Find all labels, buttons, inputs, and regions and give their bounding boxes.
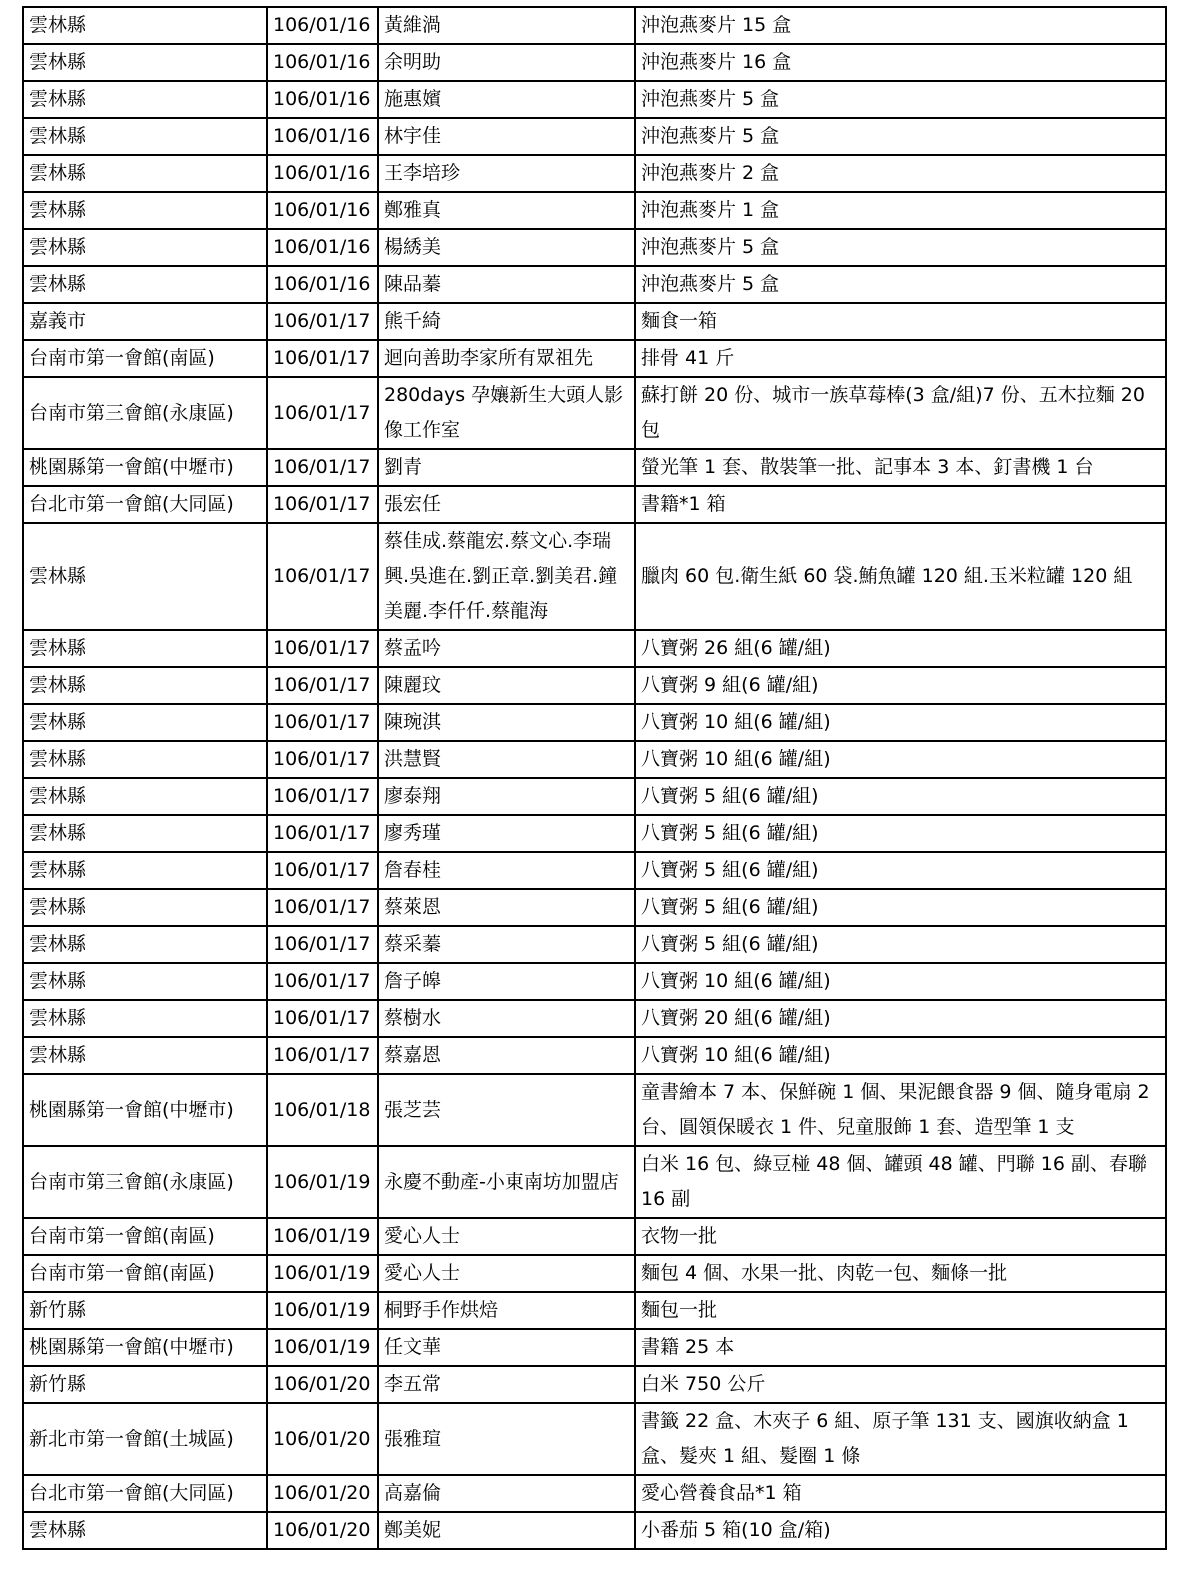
cell-donor: 陳琬淇 — [378, 704, 635, 741]
cell-items: 沖泡燕麥片 5 盒 — [635, 229, 1166, 266]
cell-donor: 詹子皞 — [378, 963, 635, 1000]
cell-unit: 雲林縣 — [23, 704, 267, 741]
cell-items: 書籍 25 本 — [635, 1329, 1166, 1366]
table-row — [23, 1218, 1166, 1255]
cell-unit: 雲林縣 — [23, 741, 267, 778]
cell-items: 童書繪本 7 本、保鮮碗 1 個、果泥餵食器 9 個、隨身電扇 2 台、圓領保暖衣 1 件、兒童服飾 1 套、造型筆 1 支 — [635, 1074, 1166, 1146]
cell-unit: 雲林縣 — [23, 1037, 267, 1074]
table-row — [23, 1403, 1166, 1475]
cell-date: 106/01/16 — [267, 229, 378, 266]
table-row — [23, 1292, 1166, 1329]
cell-items: 八寶粥 10 組(6 罐/組) — [635, 1037, 1166, 1074]
table-row — [23, 1329, 1166, 1366]
cell-date: 106/01/17 — [267, 704, 378, 741]
cell-donor: 詹春桂 — [378, 852, 635, 889]
cell-items: 八寶粥 10 組(6 罐/組) — [635, 741, 1166, 778]
cell-date: 106/01/19 — [267, 1255, 378, 1292]
cell-date: 106/01/19 — [267, 1146, 378, 1218]
cell-date: 106/01/16 — [267, 7, 378, 44]
cell-items: 螢光筆 1 套、散裝筆一批、記事本 3 本、釘書機 1 台 — [635, 449, 1166, 486]
cell-date: 106/01/16 — [267, 44, 378, 81]
table-row — [23, 118, 1166, 155]
cell-date: 106/01/17 — [267, 1000, 378, 1037]
cell-donor: 張宏任 — [378, 486, 635, 523]
cell-donor: 280days 孕孃新生大頭人影像工作室 — [378, 377, 635, 449]
cell-items: 八寶粥 20 組(6 罐/組) — [635, 1000, 1166, 1037]
cell-items: 沖泡燕麥片 5 盒 — [635, 81, 1166, 118]
cell-donor: 黃維渦 — [378, 7, 635, 44]
cell-items: 八寶粥 5 組(6 罐/組) — [635, 852, 1166, 889]
table-row — [23, 266, 1166, 303]
cell-items: 沖泡燕麥片 5 盒 — [635, 266, 1166, 303]
table-row — [23, 377, 1166, 449]
cell-unit: 雲林縣 — [23, 523, 267, 630]
cell-unit: 雲林縣 — [23, 1512, 267, 1549]
donation-table — [22, 6, 1167, 1550]
table-row — [23, 340, 1166, 377]
cell-items: 沖泡燕麥片 2 盒 — [635, 155, 1166, 192]
cell-donor: 高嘉倫 — [378, 1475, 635, 1512]
table-row — [23, 889, 1166, 926]
cell-items: 八寶粥 5 組(6 罐/組) — [635, 815, 1166, 852]
cell-donor: 陳品蓁 — [378, 266, 635, 303]
cell-date: 106/01/19 — [267, 1329, 378, 1366]
cell-unit: 雲林縣 — [23, 1000, 267, 1037]
table-row — [23, 1475, 1166, 1512]
cell-date: 106/01/17 — [267, 815, 378, 852]
cell-donor: 蔡嘉恩 — [378, 1037, 635, 1074]
cell-items: 沖泡燕麥片 16 盒 — [635, 44, 1166, 81]
cell-unit: 桃園縣第一會館(中壢市) — [23, 1074, 267, 1146]
cell-date: 106/01/20 — [267, 1366, 378, 1403]
cell-unit: 雲林縣 — [23, 889, 267, 926]
cell-items: 沖泡燕麥片 5 盒 — [635, 118, 1166, 155]
table-row — [23, 81, 1166, 118]
cell-donor: 蔡佳成.蔡龍宏.蔡文心.李瑞興.吳進在.劉正章.劉美君.鐘美麗.李仟仟.蔡龍海 — [378, 523, 635, 630]
cell-date: 106/01/20 — [267, 1512, 378, 1549]
cell-donor: 蔡樹水 — [378, 1000, 635, 1037]
cell-donor: 熊千綺 — [378, 303, 635, 340]
cell-donor: 劉青 — [378, 449, 635, 486]
cell-donor: 蔡采蓁 — [378, 926, 635, 963]
cell-items: 八寶粥 5 組(6 罐/組) — [635, 778, 1166, 815]
cell-donor: 任文華 — [378, 1329, 635, 1366]
cell-items: 八寶粥 26 組(6 罐/組) — [635, 630, 1166, 667]
cell-date: 106/01/17 — [267, 523, 378, 630]
table-row — [23, 486, 1166, 523]
cell-donor: 鄭美妮 — [378, 1512, 635, 1549]
cell-unit: 台南市第一會館(南區) — [23, 1218, 267, 1255]
cell-unit: 雲林縣 — [23, 192, 267, 229]
table-row — [23, 449, 1166, 486]
table-row — [23, 1512, 1166, 1549]
cell-items: 白米 16 包、綠豆椪 48 個、罐頭 48 罐、門聯 16 副、春聯 16 副 — [635, 1146, 1166, 1218]
cell-donor: 迴向善助李家所有眾祖先 — [378, 340, 635, 377]
table-row — [23, 1037, 1166, 1074]
cell-date: 106/01/17 — [267, 926, 378, 963]
cell-unit: 雲林縣 — [23, 229, 267, 266]
cell-date: 106/01/17 — [267, 889, 378, 926]
cell-items: 八寶粥 5 組(6 罐/組) — [635, 889, 1166, 926]
cell-donor: 王李培珍 — [378, 155, 635, 192]
cell-items: 愛心營養食品*1 箱 — [635, 1475, 1166, 1512]
cell-date: 106/01/16 — [267, 192, 378, 229]
cell-donor: 桐野手作烘焙 — [378, 1292, 635, 1329]
cell-date: 106/01/16 — [267, 81, 378, 118]
cell-unit: 台南市第一會館(南區) — [23, 1255, 267, 1292]
table-row — [23, 815, 1166, 852]
cell-donor: 愛心人士 — [378, 1218, 635, 1255]
cell-donor: 永慶不動產-小東南坊加盟店 — [378, 1146, 635, 1218]
cell-date: 106/01/17 — [267, 741, 378, 778]
cell-unit: 雲林縣 — [23, 81, 267, 118]
cell-date: 106/01/19 — [267, 1292, 378, 1329]
cell-items: 沖泡燕麥片 15 盒 — [635, 7, 1166, 44]
cell-unit: 台南市第一會館(南區) — [23, 340, 267, 377]
cell-date: 106/01/16 — [267, 266, 378, 303]
cell-unit: 嘉義市 — [23, 303, 267, 340]
cell-date: 106/01/17 — [267, 377, 378, 449]
table-row — [23, 630, 1166, 667]
table-row — [23, 778, 1166, 815]
table-row — [23, 963, 1166, 1000]
cell-donor: 陳麗玟 — [378, 667, 635, 704]
cell-date: 106/01/17 — [267, 778, 378, 815]
cell-unit: 雲林縣 — [23, 7, 267, 44]
cell-donor: 洪慧賢 — [378, 741, 635, 778]
cell-items: 麵包一批 — [635, 1292, 1166, 1329]
cell-unit: 台南市第三會館(永康區) — [23, 377, 267, 449]
cell-date: 106/01/18 — [267, 1074, 378, 1146]
cell-unit: 新竹縣 — [23, 1366, 267, 1403]
cell-unit: 台北市第一會館(大同區) — [23, 486, 267, 523]
cell-unit: 雲林縣 — [23, 630, 267, 667]
cell-items: 八寶粥 10 組(6 罐/組) — [635, 704, 1166, 741]
cell-unit: 桃園縣第一會館(中壢市) — [23, 449, 267, 486]
cell-unit: 台南市第三會館(永康區) — [23, 1146, 267, 1218]
cell-unit: 雲林縣 — [23, 44, 267, 81]
cell-date: 106/01/20 — [267, 1475, 378, 1512]
cell-date: 106/01/16 — [267, 155, 378, 192]
cell-items: 八寶粥 9 組(6 罐/組) — [635, 667, 1166, 704]
cell-date: 106/01/20 — [267, 1403, 378, 1475]
table-row — [23, 523, 1166, 630]
cell-unit: 新北市第一會館(土城區) — [23, 1403, 267, 1475]
table-row — [23, 303, 1166, 340]
cell-unit: 新竹縣 — [23, 1292, 267, 1329]
table-row — [23, 926, 1166, 963]
table-row — [23, 852, 1166, 889]
table-row — [23, 1000, 1166, 1037]
cell-donor: 蔡孟吟 — [378, 630, 635, 667]
cell-unit: 雲林縣 — [23, 118, 267, 155]
cell-unit: 雲林縣 — [23, 667, 267, 704]
cell-date: 106/01/17 — [267, 303, 378, 340]
table-row — [23, 704, 1166, 741]
table-row — [23, 192, 1166, 229]
cell-date: 106/01/17 — [267, 1037, 378, 1074]
cell-unit: 雲林縣 — [23, 155, 267, 192]
table-row — [23, 44, 1166, 81]
cell-date: 106/01/17 — [267, 963, 378, 1000]
cell-items: 衣物一批 — [635, 1218, 1166, 1255]
cell-items: 書籍*1 箱 — [635, 486, 1166, 523]
cell-date: 106/01/19 — [267, 1218, 378, 1255]
table-row — [23, 1255, 1166, 1292]
cell-donor: 廖秀瑾 — [378, 815, 635, 852]
cell-items: 小番茄 5 箱(10 盒/箱) — [635, 1512, 1166, 1549]
cell-donor: 李五常 — [378, 1366, 635, 1403]
cell-donor: 愛心人士 — [378, 1255, 635, 1292]
cell-unit: 雲林縣 — [23, 778, 267, 815]
cell-items: 沖泡燕麥片 1 盒 — [635, 192, 1166, 229]
cell-items: 八寶粥 10 組(6 罐/組) — [635, 963, 1166, 1000]
donation-table-body — [23, 7, 1166, 1549]
cell-date: 106/01/17 — [267, 630, 378, 667]
cell-items: 麵食一箱 — [635, 303, 1166, 340]
cell-donor: 施惠嬪 — [378, 81, 635, 118]
cell-donor: 張雅瑄 — [378, 1403, 635, 1475]
cell-date: 106/01/17 — [267, 486, 378, 523]
cell-unit: 台北市第一會館(大同區) — [23, 1475, 267, 1512]
table-row — [23, 741, 1166, 778]
cell-donor: 余明助 — [378, 44, 635, 81]
cell-items: 白米 750 公斤 — [635, 1366, 1166, 1403]
cell-donor: 楊綉美 — [378, 229, 635, 266]
cell-donor: 廖泰翔 — [378, 778, 635, 815]
table-row — [23, 229, 1166, 266]
cell-unit: 雲林縣 — [23, 852, 267, 889]
table-row — [23, 7, 1166, 44]
cell-donor: 鄭雅真 — [378, 192, 635, 229]
cell-unit: 雲林縣 — [23, 266, 267, 303]
cell-items: 排骨 41 斤 — [635, 340, 1166, 377]
cell-items: 臘肉 60 包.衛生紙 60 袋.鮪魚罐 120 組.玉米粒罐 120 組 — [635, 523, 1166, 630]
cell-date: 106/01/17 — [267, 667, 378, 704]
cell-donor: 蔡萊恩 — [378, 889, 635, 926]
table-row — [23, 667, 1166, 704]
cell-unit: 桃園縣第一會館(中壢市) — [23, 1329, 267, 1366]
cell-date: 106/01/17 — [267, 449, 378, 486]
cell-items: 蘇打餅 20 份、城市一族草莓棒(3 盒/組)7 份、五木拉麵 20 包 — [635, 377, 1166, 449]
cell-items: 八寶粥 5 組(6 罐/組) — [635, 926, 1166, 963]
cell-date: 106/01/16 — [267, 118, 378, 155]
cell-items: 麵包 4 個、水果一批、肉乾一包、麵條一批 — [635, 1255, 1166, 1292]
table-row — [23, 1366, 1166, 1403]
cell-date: 106/01/17 — [267, 340, 378, 377]
cell-unit: 雲林縣 — [23, 926, 267, 963]
cell-unit: 雲林縣 — [23, 963, 267, 1000]
table-row — [23, 1074, 1166, 1146]
table-row — [23, 1146, 1166, 1218]
cell-unit: 雲林縣 — [23, 815, 267, 852]
cell-donor: 林宇佳 — [378, 118, 635, 155]
table-row — [23, 155, 1166, 192]
cell-donor: 張芝芸 — [378, 1074, 635, 1146]
cell-items: 書籤 22 盒、木夾子 6 組、原子筆 131 支、國旗收納盒 1 盒、髮夾 1 組、髮圈 1 條 — [635, 1403, 1166, 1475]
cell-date: 106/01/17 — [267, 852, 378, 889]
